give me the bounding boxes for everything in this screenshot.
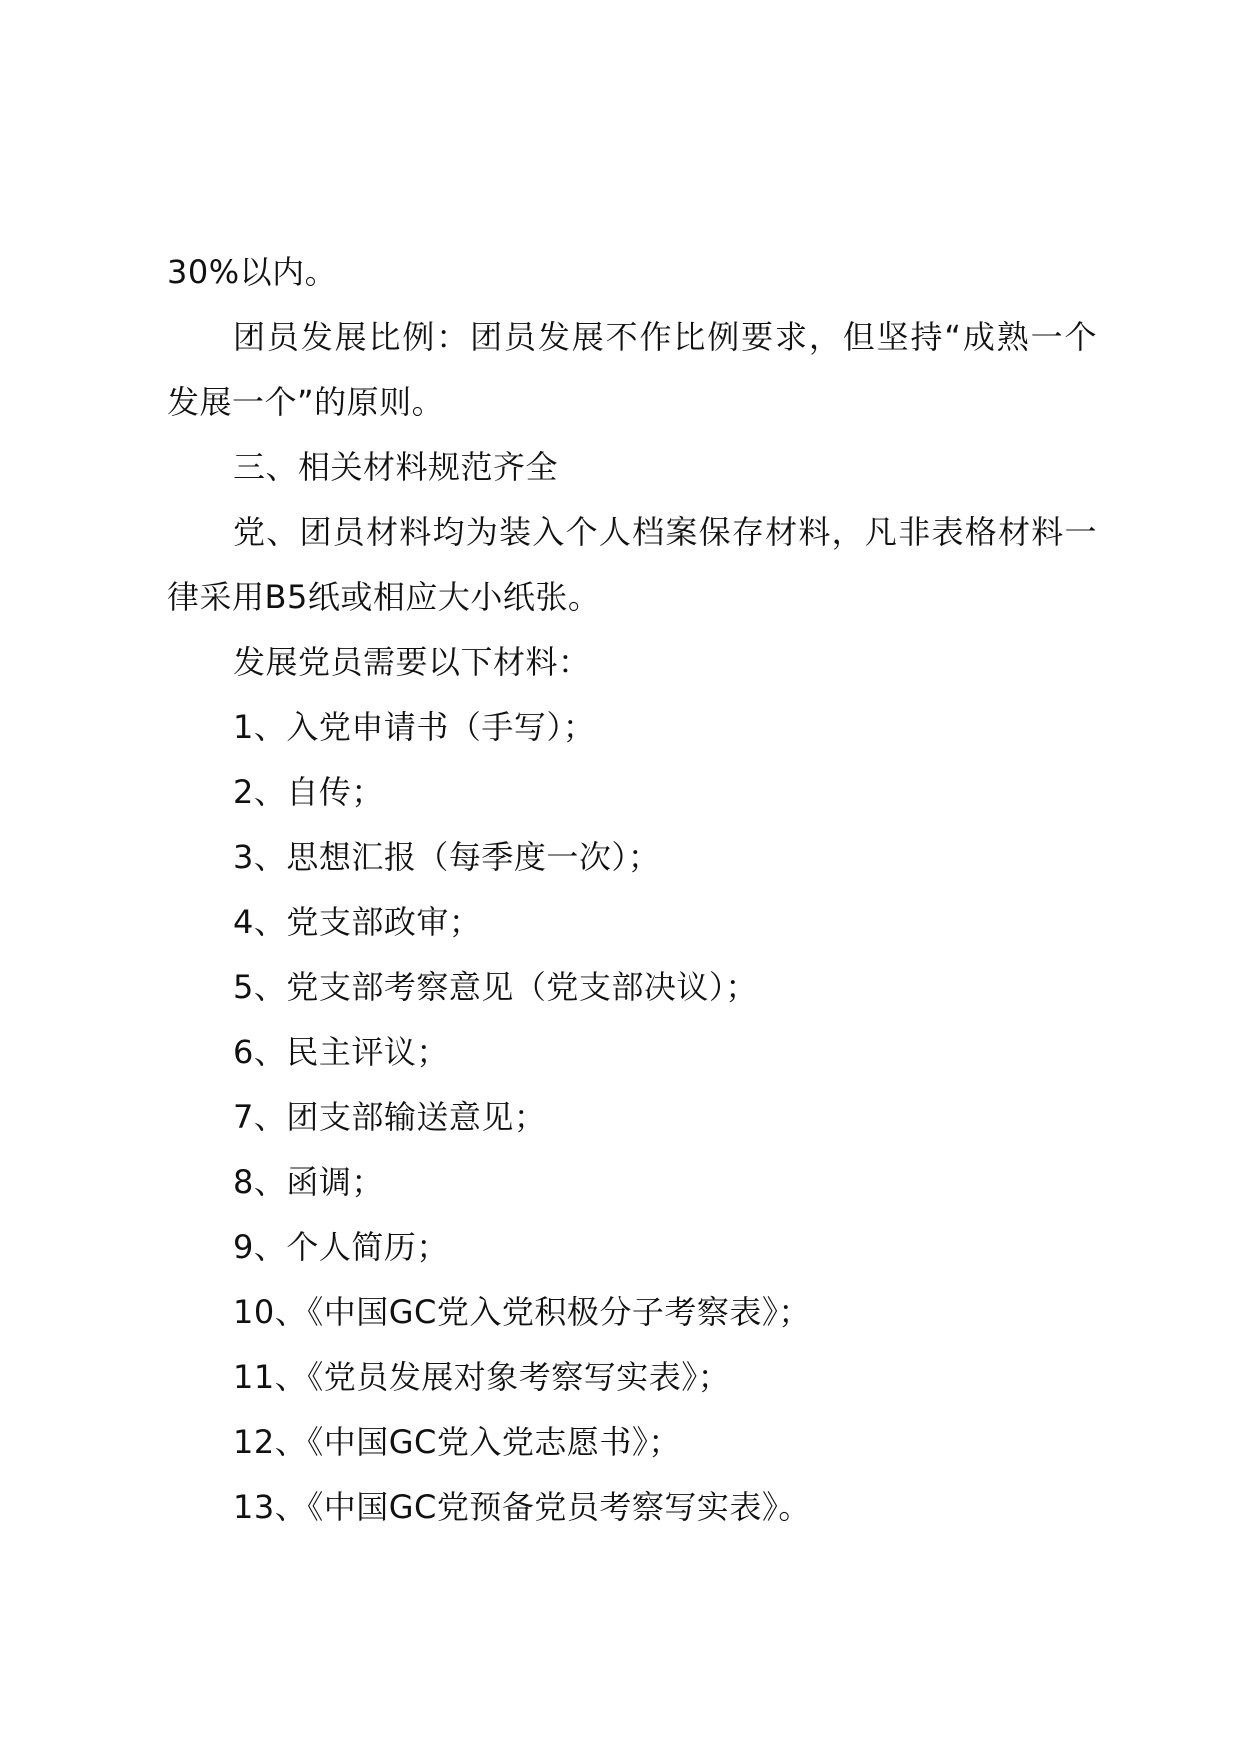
document-page	[167, 240, 1097, 1540]
list-item: 8、函调；	[233, 1163, 384, 1201]
materials-list	[167, 695, 1097, 1540]
list-item: 3、思想汇报（每季度一次）；	[233, 838, 661, 876]
list-item: 2、自传；	[233, 773, 384, 811]
list-item: 9、个人简历；	[233, 1228, 449, 1266]
list-item: 13、《中国GC党预备党员考察写实表》。	[233, 1488, 811, 1526]
list-item: 11、《党员发展对象考察写实表》；	[233, 1358, 731, 1396]
list-item: 7、团支部输送意见；	[233, 1098, 547, 1136]
paragraph-tuan-ratio-line-2: 发展一个”的原则。	[167, 383, 445, 421]
list-item: 4、党支部政审；	[233, 903, 482, 941]
list-item: 12、《中国GC党入党志愿书》；	[233, 1423, 681, 1461]
paragraph-materials-line-2: 律采用B5纸或相应大小纸张。	[167, 578, 601, 616]
list-item: 1、入党申请书（手写）；	[233, 708, 596, 746]
paragraph-tuan-ratio-line-1: 团员发展比例：团员发展不作比例要求，但坚持“成熟一个	[233, 318, 1097, 356]
text-line-continuation: 30%以内。	[167, 253, 338, 291]
list-item: 10、《中国GC党入党积极分子考察表》；	[233, 1293, 811, 1331]
list-item: 5、党支部考察意见（党支部决议）；	[233, 968, 758, 1006]
list-intro: 发展党员需要以下材料：	[233, 643, 591, 681]
paragraph-materials-line-1: 党、团员材料均为装入个人档案保存材料，凡非表格材料一	[233, 513, 1097, 551]
list-item: 6、民主评议；	[233, 1033, 449, 1071]
section-heading: 三、相关材料规范齐全	[233, 448, 559, 486]
